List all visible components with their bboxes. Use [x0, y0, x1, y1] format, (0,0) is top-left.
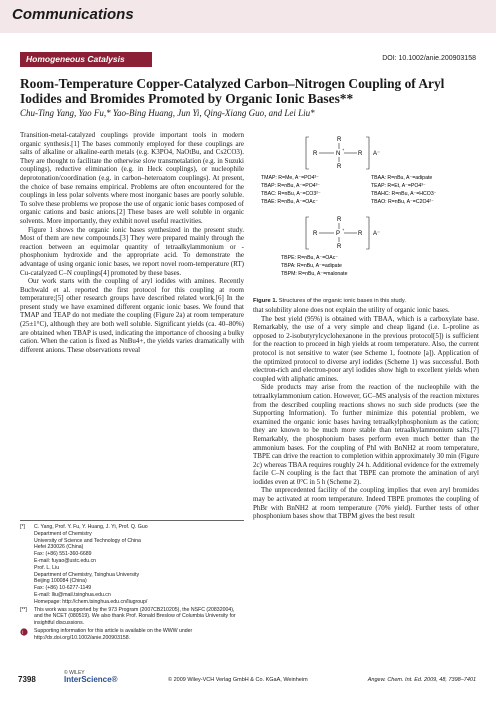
footnote-acknowledgements: [**] This work was supported by the 973 Program (2007CB210205), the NSFC (20832004), and the NCET (080519). We also thank Prof. Ronald Breslow of Columbia University for insightful discussions. — [20, 606, 236, 627]
email-link[interactable]: E-mail: fuyao@ustc.edu.cn — [34, 557, 97, 564]
ammonium-base-entry: TBAE: R=nBu, A⁻=OAc⁻ — [261, 199, 319, 205]
footnote-mark: [**] — [20, 606, 27, 613]
ammonium-base-entry: TBAP: R=nBu, A⁻=PO4³⁻ — [261, 183, 321, 189]
svg-text:A⁻: A⁻ — [373, 231, 381, 237]
copyright: © 2009 Wiley-VCH Verlag GmbH & Co. KGaA, Weinheim — [168, 677, 308, 683]
phosphonium-base-entry: TBPE: R=nBu, A⁻=OAc⁻ — [281, 255, 339, 261]
svg-text:R: R — [313, 151, 318, 157]
ammonium-base-entry: TBAO: R=nBu, A⁻=C2O4²⁻ — [371, 199, 434, 205]
struct-r-top: R — [337, 137, 342, 143]
email-link[interactable]: E-mail: lliu@mail.tsinghua.edu.cn — [34, 591, 111, 598]
homepage-link[interactable]: Homepage: http://chem.tsinghua.edu.cn/liugroup/ — [34, 598, 148, 605]
svg-text:R: R — [313, 231, 318, 237]
page-number: 7398 — [18, 675, 36, 684]
left-paragraph: Transition-metal-catalyzed couplings provide important tools in modern organic synthesis.[1] The bases commonly employed for these couplings are salts of alkaline or alkaline-earth metals (e.g. K3PO4, NaOtBu, and Cs2CO3). They are thought to facilitate the otherwise slow transmetalation (e.g. in Suzuki couplings), reductive elimination (e.g. in Heck couplings), or nucleophile deprotonation/coordination (e.g. in carbon–heteroatom couplings). At present, the choice of base remains empirical. Problems are often encountered for the couplings in less polar solvents where most inorganic bases are poorly soluble. To solve these problems we propose the use of organic ionic bases composed of organic cations and basic anions.[2] These bases are well soluble in organic solvents. More importantly, they exhibit novel useful reactivities. — [20, 131, 244, 225]
footnote-supporting-info — [20, 628, 244, 642]
left-paragraph: Our work starts with the coupling of aryl iodides with amines. Recently Buchwald et al. reported the first protocol for this coupling at room temperature;[5] other research groups have described related work.[6] In the present study we have examined different organic ionic bases. We found that TMAP and TEAP do not mediate the coupling (Figure 2a) at room temperature (25±1°C), although they are both well soluble. Significant yields (ca. 40–80%) are obtained when TBAP is used, indicating the importance of choosing a bulky cation. When the cation is fixed as NnBu4+, the yields varies dramatically with different anions. These observations reveal — [20, 277, 244, 354]
svg-text:R: R — [358, 151, 363, 157]
svg-text:P: P — [336, 231, 341, 237]
figure-caption-label: Figure 1. — [253, 298, 278, 304]
svg-text:A⁻: A⁻ — [373, 151, 381, 157]
right-paragraph: that solubility alone does not explain the utility of organic ionic bases. — [253, 306, 450, 314]
svg-text:R: R — [337, 217, 342, 223]
right-paragraph: The best yield (95%) is obtained with TBAA, which is a carboxylate base. Remarkably, the use of a very simple and cheap ligand (i.e. L-proline as opposed to 2-isobutyrylcyclohexanone in the previous protocol[5]) is sufficient for the reaction to proceed in high yields at room temperature. Also, the current protocol is not sensitive to water (see Scheme 1, footnote [a]). Application of the optimized protocol to diverse aryl iodides (Scheme 1) was successful. Both electron-rich and electron-poor aryl iodides show high to excellent yields when coupled with aliphatic amines. — [253, 314, 479, 383]
footnote-affiliations: [*] C. Yang, Prof. Y. Fu, Y. Huang, J. Yi, Prof. Q. Guo Department of Chemistry University of Science and Technology of China Hefei 230026 (China) Fax: (+86) 551-360-6689 E-mail: fuyao@ustc.edu.cn Prof. L. Liu Department of Chemistry, Tsinghua University Beijing 100084 (China) Fax: (+86) 10-6277-1149 E-mail: lliu@mail.tsinghua.edu.cn Homepage: http://chem.tsinghua.edu.cn/liugroup/ — [20, 524, 244, 606]
figure-1 — [253, 131, 479, 303]
author-list: Chu-Ting Yang, Yao Fu,* Yao-Bing Huang, Jun Yi, Qing-Xiang Guo, and Lei Liu* — [20, 108, 315, 118]
category-badge: Homogeneous Catalysis — [20, 52, 152, 67]
svg-text:N: N — [336, 151, 341, 157]
ammonium-base-entry: TBAC: R=nBu, A⁻=CO3²⁻ — [261, 191, 321, 197]
footnotes — [20, 520, 244, 643]
figure-1-structures — [253, 131, 479, 303]
interscience-logo: InterScience® — [64, 675, 118, 684]
ammonium-base-entry: TBAA: R=nBu, A⁻=adipate — [371, 175, 433, 181]
svg-text:R: R — [337, 164, 342, 170]
svg-text:R: R — [337, 244, 342, 250]
figure-caption — [253, 298, 479, 304]
wiley-logo: © WILEY — [64, 670, 85, 676]
journal-citation: Angew. Chem. Int. Ed. 2009, 48, 7398–7401 — [367, 677, 476, 683]
ammonium-base-entry: TEAP: R=Et, A⁻=PO4³⁻ — [371, 183, 426, 189]
footnote-mark: [*] — [20, 524, 25, 530]
svg-text:+: + — [342, 147, 345, 152]
svg-text:i: i — [22, 629, 24, 636]
section-heading: Communications — [12, 6, 134, 23]
page-footer — [0, 667, 496, 687]
ammonium-base-entry: TBAHC: R=nBu, A⁻=HCO3⁻ — [371, 191, 437, 197]
article-title: Room-Temperature Copper-Catalyzed Carbon–Nitrogen Coupling of Aryl Iodides and Bromides Promoted by Organic Ionic Bases** — [20, 76, 445, 106]
left-paragraph: Figure 1 shows the organic ionic bases synthesized in the present study. Most of them are new compounds.[3] They were prepared mainly through the reaction between an equimolar quantity of tetraalkylammonium or -phosphonium hydroxide and the appropriate acid. To demonstrate the advantage of using organic ionic bases, we report novel room-temperature (RT) Cu-catalyzed C–N couplings[4] promoted by these bases. — [20, 225, 244, 277]
right-paragraph: The unprecedented facility of the coupling implies that even aryl bromides may be activated at room temperature. Indeed TBPE promotes the coupling of PhBr with BnNH2 at room temperature (70% yield). Further tests of other phosphonium bases show that TBPM gives the best result — [253, 486, 479, 521]
supporting-info-icon — [20, 628, 29, 639]
right-column — [253, 306, 479, 521]
phosphonium-base-entry: TBPA: R=nBu, A⁻=adipate — [281, 263, 342, 269]
supporting-info-link[interactable]: Supporting information for this article is available on the WWW under http://dx.doi.org/10.1002/anie.200903158. — [34, 627, 193, 641]
ammonium-base-entry: TMAP: R=Me, A⁻=PO4³⁻ — [261, 175, 319, 181]
svg-text:+: + — [342, 227, 345, 232]
phosphonium-base-entry: TBPM: R=nBu, A⁻=malonate — [281, 271, 348, 277]
left-column — [20, 131, 244, 354]
doi[interactable]: DOI: 10.1002/anie.200903158 — [382, 55, 476, 62]
right-paragraph: Side products may arise from the reaction of the nucleophile with the tetraalkylammonium cation. However, GC–MS analysis of the reaction mixtures from the described coupling reactions shows no such side products (see the Supporting Information). To further minimize this potential problem, we examined the organic ionic bases having tetraalkylphosphonium as the cation; they are known to be much more stable than tetraalkylammonium salts.[7] Remarkably, the phosphonium bases perform even much better than the ammonium bases. For the coupling of PhI with BnNH2 at room temperature, TBPE can drive the reaction to completion within approximately 30 min (Figure 2c) whereas TBAA requires roughly 24 h. Additional evidence for the extremely facile C–N coupling is the fact that TBPE can promote the amination of aryl iodides even at 0°C in 5 h (Scheme 2). — [253, 383, 479, 486]
figure-caption-text: Structures of the organic ionic bases in this study. — [278, 298, 406, 304]
svg-text:R: R — [358, 231, 363, 237]
